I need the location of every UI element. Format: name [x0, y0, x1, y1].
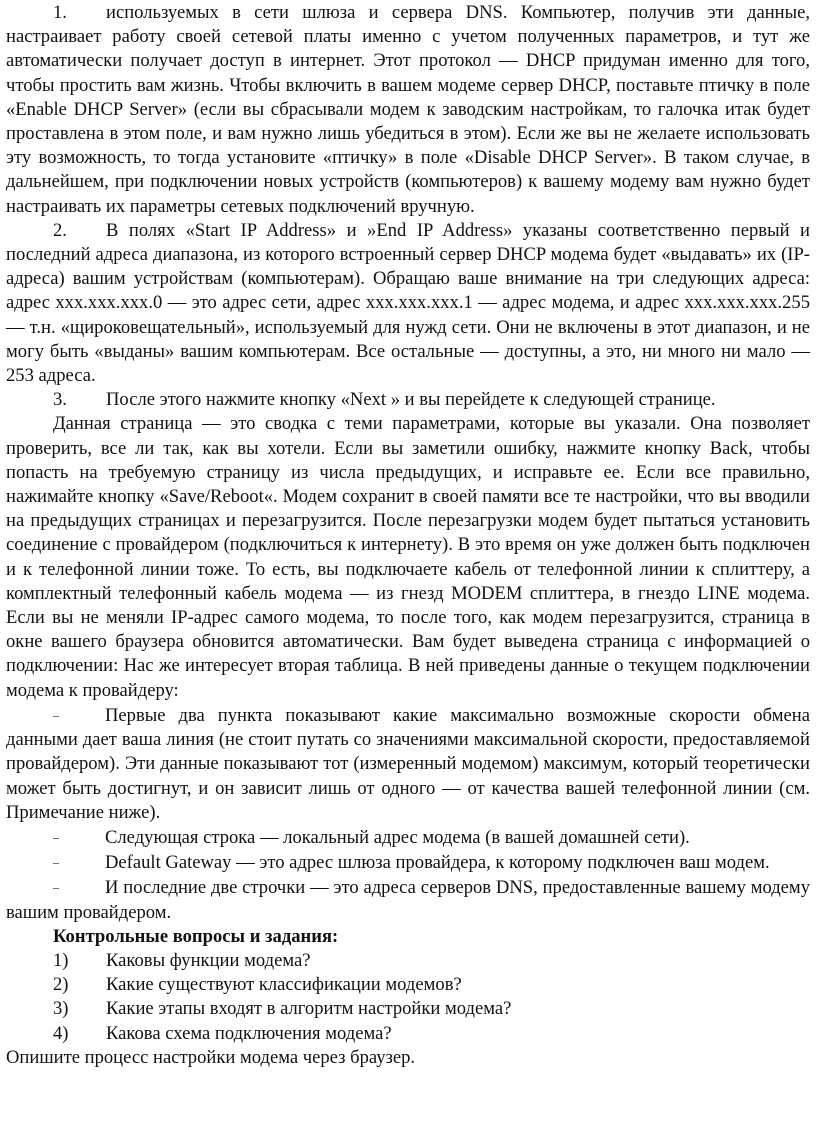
question-number: 3) [53, 998, 69, 1020]
numbered-paragraph-1 [6, 1, 810, 219]
question-item-2 [6, 973, 810, 997]
paragraph-text: используемых в сети шлюза и сервера DNS. Компьютер, получив эти данные, настраивает работу своей сетевой платы именно с учетом полученных параметров, и тут же автоматически получает доступ в интернет. Этот протокол — DHCP придуман именно для того, чтобы простить вам жизнь. Чтобы включить в вашем модеме сервер DHCP, поставьте птичку в поле «Enable DHCP Server» (если вы сбрасывали модем к заводским настройкам, то галочка итак будет проставлена в этом поле, и вам нужно лишь убедиться в этом). Если же вы не желаете использовать эту возможность, то тогда установите «птичку» в поле «Disable DHCP Server». В таком случае, в дальнейшем, при подключении новых устройств (компьютеров) к вашему модему вам нужно будет настраивать их параметры сетевых подключений вручную. [6, 2, 810, 217]
paragraph-text: В полях «Start IP Address» и »End IP Address» указаны соответственно первый и последний адреса диапазона, из которого встроенный сервер DHCP модема будет «выдавать» их (IP-адреса) вашим устройствам (компьютерам). Обращаю ваше внимание на три следующих адреса: адрес xxx.xxx.xxx.0 — это адрес сети, адрес xxx.xxx.xxx.1 — адрес модема, и адрес xxx.xxx.xxx.255 — т.н. «щироковещательный», используемый для нужд сети. Они не включены в этот диапазон, и не могу быть «выданы» вашим компьютерам. Все остальные — доступны, а это, ни много ни мало — 253 адреса. [6, 219, 810, 387]
bullet-item-1 [6, 703, 810, 825]
bullet-item-2 [6, 825, 810, 850]
bullet-text: Default Gateway — это адрес шлюза провайдера, к которому подключен ваш модем. [105, 852, 770, 874]
bullet-text: И последние две строчки — это адреса серверов DNS, предоставленные вашему модему вашим провайдером. [6, 877, 810, 923]
paragraph-number: 3. [53, 389, 67, 411]
question-number: 1) [53, 949, 69, 971]
paragraph-number: 2. [53, 219, 67, 241]
numbered-paragraph-3 [6, 388, 810, 412]
paragraph-text: Данная страница — это сводка с теми параметрами, которые вы указали. Она позволяет проверить, все ли так, как вы хотели. Если вы заметили ошибку, нажмите кнопку Back, чтобы попасть на требуемую страницу из числа предыдущих, и исправьте ее. Если все правильно, нажимайте кнопку «Save/Reboot«. Модем сохранит в своей памяти все те настройки, что вы вводили на предыдущих страницах и перезагрузится. После перезагрузки модем будет пытаться установить соединение с провайдером (подключиться к интернету). В это время он уже должен быть подключен и к телефонной линии тоже. То есть, вы подключаете кабель от телефонной линии к сплиттеру, а комплектный телефонный кабель модема — из гнезд MODEM сплиттера, в гнездо LINE модема. Если вы не меняли IP-адрес самого модема, то после того, как модем перезагрузится, страница в окне вашего браузера обновится автоматически. Вам будет выведена страница с информацией о подключении: Нас же интересует вторая таблица. В ней приведены данные о текущем подключении модема к провайдеру: [6, 413, 810, 701]
question-number: 2) [53, 974, 69, 996]
question-text: Какие существуют классификации модемов? [106, 974, 462, 996]
bullet-text: Первые два пункта показывают какие максимально возможные скорости обмена данными дает ваша линия (не стоит путать со значениями максимальной скорости, предоставляемой провайдером). Эти данные показывают тот (измеренный модемом) максимум, который теоретически может быть достигнут, и он зависит лишь от одного — от качества вашей телефонной линии (см. Примечание ниже). [6, 704, 810, 823]
summary-paragraph [6, 412, 810, 702]
numbered-paragraph-2 [6, 219, 810, 388]
bullet-dash-icon: – [53, 855, 59, 870]
bullet-text: Следующая строка — локальный адрес модема (в вашей домашней сети). [105, 826, 690, 848]
questions-heading: Контрольные вопросы и задания: [53, 925, 339, 947]
question-item-1 [6, 949, 810, 973]
paragraph-number: 1. [53, 2, 67, 23]
question-text: Какова схема подключения модема? [106, 1022, 392, 1044]
bullet-dash-icon: – [53, 880, 59, 895]
bullet-dash-icon: – [53, 829, 59, 844]
question-item-3 [6, 997, 810, 1021]
bullet-item-4 [6, 875, 810, 924]
bullet-dash-icon: – [53, 707, 59, 722]
paragraph-text: После этого нажмите кнопку «Next » и вы перейдете к следующей странице. [106, 389, 716, 411]
question-text: Какие этапы входят в алгоритм настройки модема? [106, 998, 512, 1020]
bullet-item-3 [6, 850, 810, 875]
question-number: 4) [53, 1022, 69, 1044]
question-text: Каковы функции модема? [106, 949, 311, 971]
question-item-4 [6, 1022, 810, 1046]
final-task: Опишите процесс настройки модема через браузер. [6, 1046, 416, 1068]
